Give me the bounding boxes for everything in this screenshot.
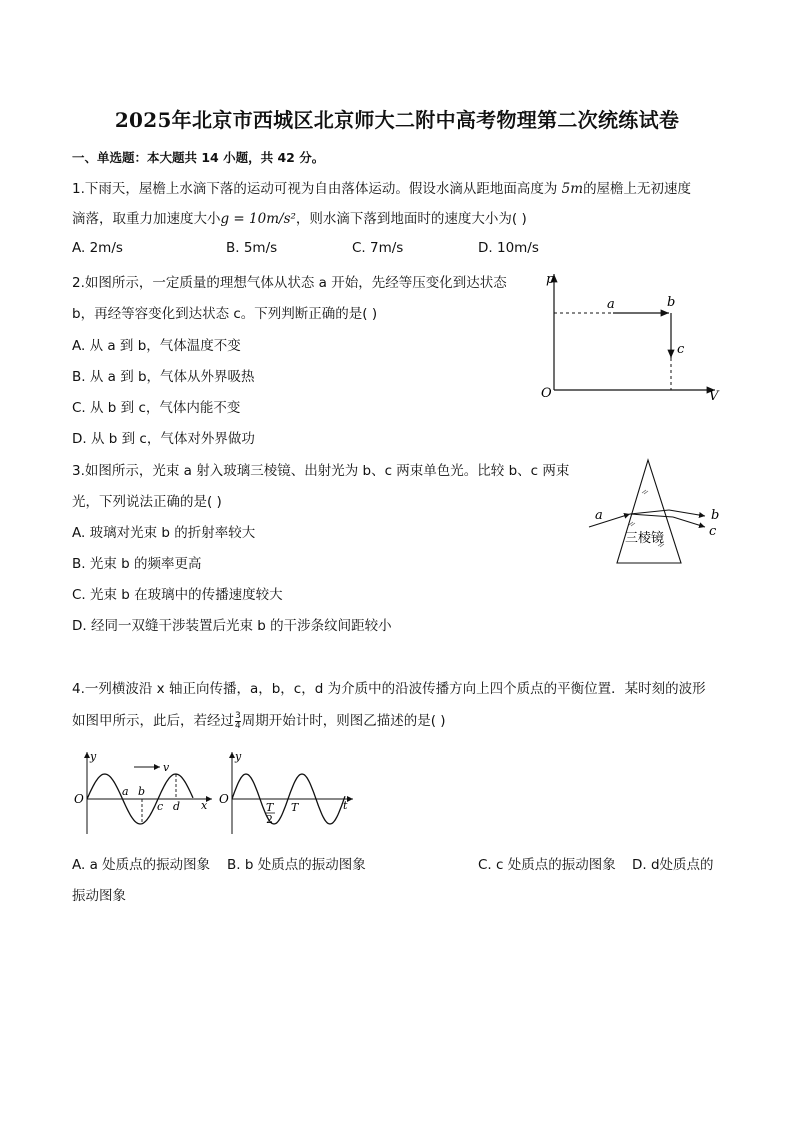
q4-fraction [235,712,241,731]
exit-ray-b [669,510,705,516]
q1-line1-tail: 的屋檐上无初速度 [583,181,692,197]
q2-pv-diagram [535,266,725,406]
q3-option-d[interactable]: D. 经同一双缝干涉装置后光束 b 的干涉条纹间距较小 [72,618,392,634]
v-label: v [163,761,170,774]
point-a-label: a [122,785,129,798]
prism-shape [617,460,681,563]
q3-option-a[interactable]: A. 玻璃对光束 b 的折射率较大 [72,525,256,541]
q1-line1-text: 1.下雨天，屋檐上水滴下落的运动可视为自由落体运动。假设水滴从距地面高度为 [72,181,562,197]
p-label: p [546,272,555,287]
page-title: 2025年北京市西城区北京师大二附中高考物理第二次统练试卷 [114,108,680,132]
q3-option-b[interactable]: B. 光束 b 的频率更高 [72,556,202,572]
ray-c-label: c [709,524,717,539]
q4-line2 [72,709,446,731]
point-d-label: d [173,800,181,813]
q1-line2-text: 滴落，取重力加速度大小 [72,211,221,227]
half-period-den: 2 [266,813,273,826]
origin-label: O [74,792,84,806]
section-heading: 一、单选题：本大题共 14 小题，共 42 分。 [72,150,325,165]
q4-option-a[interactable]: A. a 处质点的振动图象 [72,857,211,873]
q4-option-b[interactable]: B. b 处质点的振动图象 [227,857,366,873]
q2-line2: b，再经等容变化到达状态 c。下列判断正确的是( ) [72,306,378,322]
origin-label: O [541,386,552,401]
q1-line2 [72,207,527,227]
q4-option-c[interactable]: C. c 处质点的振动图象 [478,857,616,873]
q2-line1: 2.如图所示，一定质量的理想气体从状态 a 开始，先经等压变化到达状态 [72,275,507,291]
q2-option-a[interactable]: A. 从 a 到 b，气体温度不变 [72,338,241,354]
q4-vibration-figure-b [215,748,360,838]
x-label: x [201,799,208,812]
t-label: t [343,799,348,812]
q1-option-a[interactable]: A. 2m/s [72,240,123,256]
q4-wave-figure-a [70,748,220,838]
ray-a-label: a [595,508,603,523]
v-label: V [709,389,719,404]
q4-line2-text: 如图甲所示，此后，若经过 [72,713,234,729]
q1-line2-tail: ，则水滴下落到地面时的速度大小为( ) [295,211,527,227]
y-label: y [235,750,242,763]
point-c-label: c [157,800,164,813]
exit-ray-c [673,517,705,527]
q2-option-c[interactable]: C. 从 b 到 c，气体内能不变 [72,400,241,416]
q2-option-b[interactable]: B. 从 a 到 b，气体从外界吸热 [72,369,255,385]
q3-line2: 光，下列说法正确的是( ) [72,494,222,510]
q1-option-d[interactable]: D. 10m/s [478,240,539,256]
origin-label: O [219,792,229,806]
q4-option-d[interactable]: D. d处质点的 [632,857,714,873]
q3-prism-diagram [585,455,725,567]
point-b-label: b [138,785,146,798]
ray-b-label: b [711,508,720,523]
q2-option-d[interactable]: D. 从 b 到 c，气体对外界做功 [72,431,255,447]
q1-gravity: g = 10m/s² [220,211,296,227]
q3-line1: 3.如图所示，光束 a 射入玻璃三棱镜、出射光为 b、c 两束单色光。比较 b、c 两束 [72,463,570,479]
half-period-num: T [266,801,274,814]
q1-height: 5m [561,181,584,197]
q4-line2-tail: 周期开始计时，则图乙描述的是( ) [241,713,446,729]
q3-option-c[interactable]: C. 光束 b 在玻璃中的传播速度较大 [72,587,283,603]
state-a-label: a [607,297,615,312]
q1-option-b[interactable]: B. 5m/s [226,240,278,256]
prism-label: 三棱镜 [625,531,665,546]
q4-frac-den: 4 [235,720,241,731]
q4-frac-num: 3 [235,710,241,721]
period-label: T [291,801,299,814]
q4-line1: 4.一列横波沿 x 轴正向传播，a，b，c，d 为介质中的沿波传播方向上四个质点的平衡位置．某时刻的波形 [72,681,706,697]
state-b-label: b [667,295,676,310]
y-label: y [90,750,97,763]
state-c-label: c [677,342,685,357]
q4-option-d-wrap: 振动图象 [72,888,126,904]
q1-option-c[interactable]: C. 7m/s [352,240,404,256]
q1-line1 [72,177,691,197]
